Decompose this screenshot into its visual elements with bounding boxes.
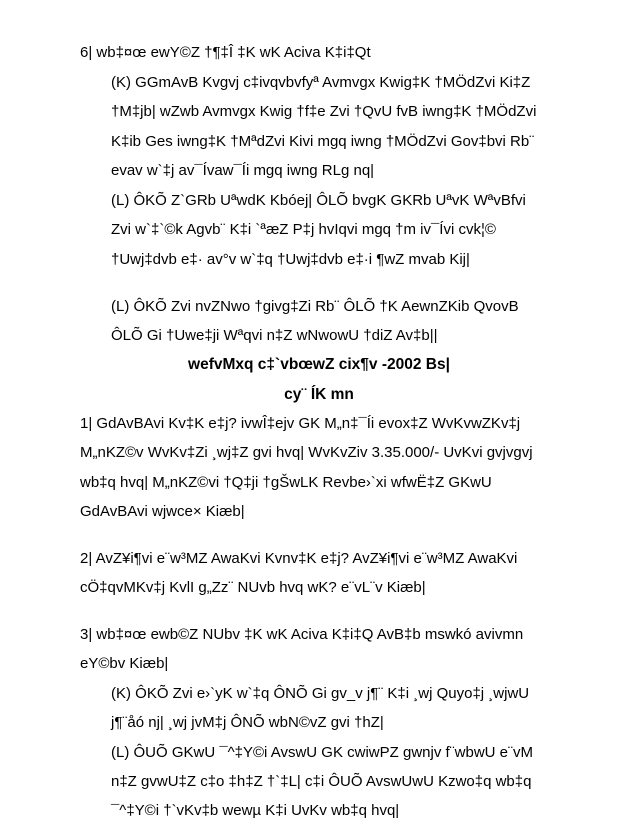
question-1-line-2: M„nKZ©v WvKv‡Zi ¸wj‡Z gvi hvq| WvKvZiv 3.35.000/- UvKvi gvjvgvj (80, 444, 533, 461)
question-6-part-k-line-2: †M‡jb| wZwb Avmvgx Kwig †f‡e Zvi †QvU fvB iwng‡K †MÖdZvi (111, 103, 537, 120)
question-3-part-l-line-3: ¯^‡Y©i †`vKv‡b wewµ K‡i UvKv wb‡q hvq| (111, 802, 400, 819)
question-1-line-4: GdAvBAvi wjwce× Kiæb| (80, 503, 245, 520)
question-6-part-l-line-1: (L) ÔKÕ Z`GRb UªwdK Kbóej| ÔLÕ bvgK GKRb UªvK WªvBfvi (111, 192, 526, 209)
exam-title: wefvMxq c‡`vbœwZ cix¶v -2002 Bs| (188, 356, 450, 373)
question-3-line-1: 3| wb‡¤œ ewb©Z NUbv ‡K wK Aciva K‡i‡Q AvB‡b mswkó avivmn (80, 626, 524, 643)
question-3-line-2: eY©bv Kiæb| (80, 655, 169, 672)
question-6-part-k-line-4: evav w`‡j av¯Ívaw¯Íi mgq iwng RLg nq| (111, 162, 375, 179)
question-6-part-l2-line-2: ÔLÕ Gi †Uwe‡ji Wªqvi n‡Z wNwowU †diZ Av‡b|| (111, 327, 438, 344)
question-6-part-l-line-2: Zvi w`‡`©k Agvb¨ K‡i `ªæZ P‡j hvIqvi mgq †m iv¯Ívi cvk¦© (111, 221, 496, 238)
exam-subtitle: cy¨ ÍK mn (284, 386, 354, 403)
question-6-heading: 6| wb‡¤œ ewY©Z †¶‡Î ‡K wK Aciva K‡i‡Qt (80, 44, 371, 61)
question-6-part-k-line-3: K‡ib Ges iwng‡K †MªdZvi Kivi mgq iwng †MÖdZvi Gov‡bvi Rb¨ (111, 133, 535, 150)
question-3-part-l-line-1: (L) ÔUÕ GKwU ¯^‡Y©i AvswU GK cwiwPZ gwnjv f¨wbwU e¨vM (111, 744, 533, 761)
question-6-part-l-line-3: †Uwj‡dvb e‡· av°v w`‡q †Uwj‡dvb e‡·i ¶wZ mvab Kij| (111, 251, 470, 268)
question-3-part-k-line-2: j¶¨åó nj| ¸wj jvM‡j ÔNÕ wbN©vZ gvi †hZ| (111, 714, 384, 731)
question-6-part-k-line-1: (K) GGmAvB Kvgvj c‡ivqvbvfyª Avmvgx Kwig‡K †MÖdZvi Ki‡Z (111, 74, 531, 91)
question-1-line-1: 1| GdAvBAvi Kv‡K e‡j? ivwÎ‡ejv GK M„n‡¯Íi evox‡Z WvKvwZKv‡j (80, 415, 521, 432)
question-2-line-1: 2| AvZ¥i¶vi e¨w³MZ AwaKvi Kvnv‡K e‡j? AvZ¥i¶vi e¨w³MZ AwaKvi (80, 550, 518, 567)
question-1-line-3: wb‡q hvq| M„nKZ©vi †Q‡ji †gŠwLK Revbe›`xi wfwË‡Z GKwU (80, 474, 492, 491)
question-6-part-l2-line-1: (L) ÔKÕ Zvi nvZNwo †givg‡Zi Rb¨ ÔLÕ †K AewnZKib QvovB (111, 298, 519, 315)
question-3-part-k-line-1: (K) ÔKÕ Zvi e›`yK w`‡q ÔNÕ Gi gv_v j¶¨ K‡i ¸wj Quyo‡j ¸wjwU (111, 685, 530, 702)
question-2-line-2: cÖ‡qvMKv‡j KvlI g„Zz¨ NUvb hvq wK? e¨vL¨v Kiæb| (80, 579, 426, 596)
question-3-part-l-line-2: n‡Z gvwU‡Z c‡o ‡h‡Z †`‡L| c‡i ÔUÕ AvswUwU Kzwo‡q wb‡q (111, 773, 532, 790)
